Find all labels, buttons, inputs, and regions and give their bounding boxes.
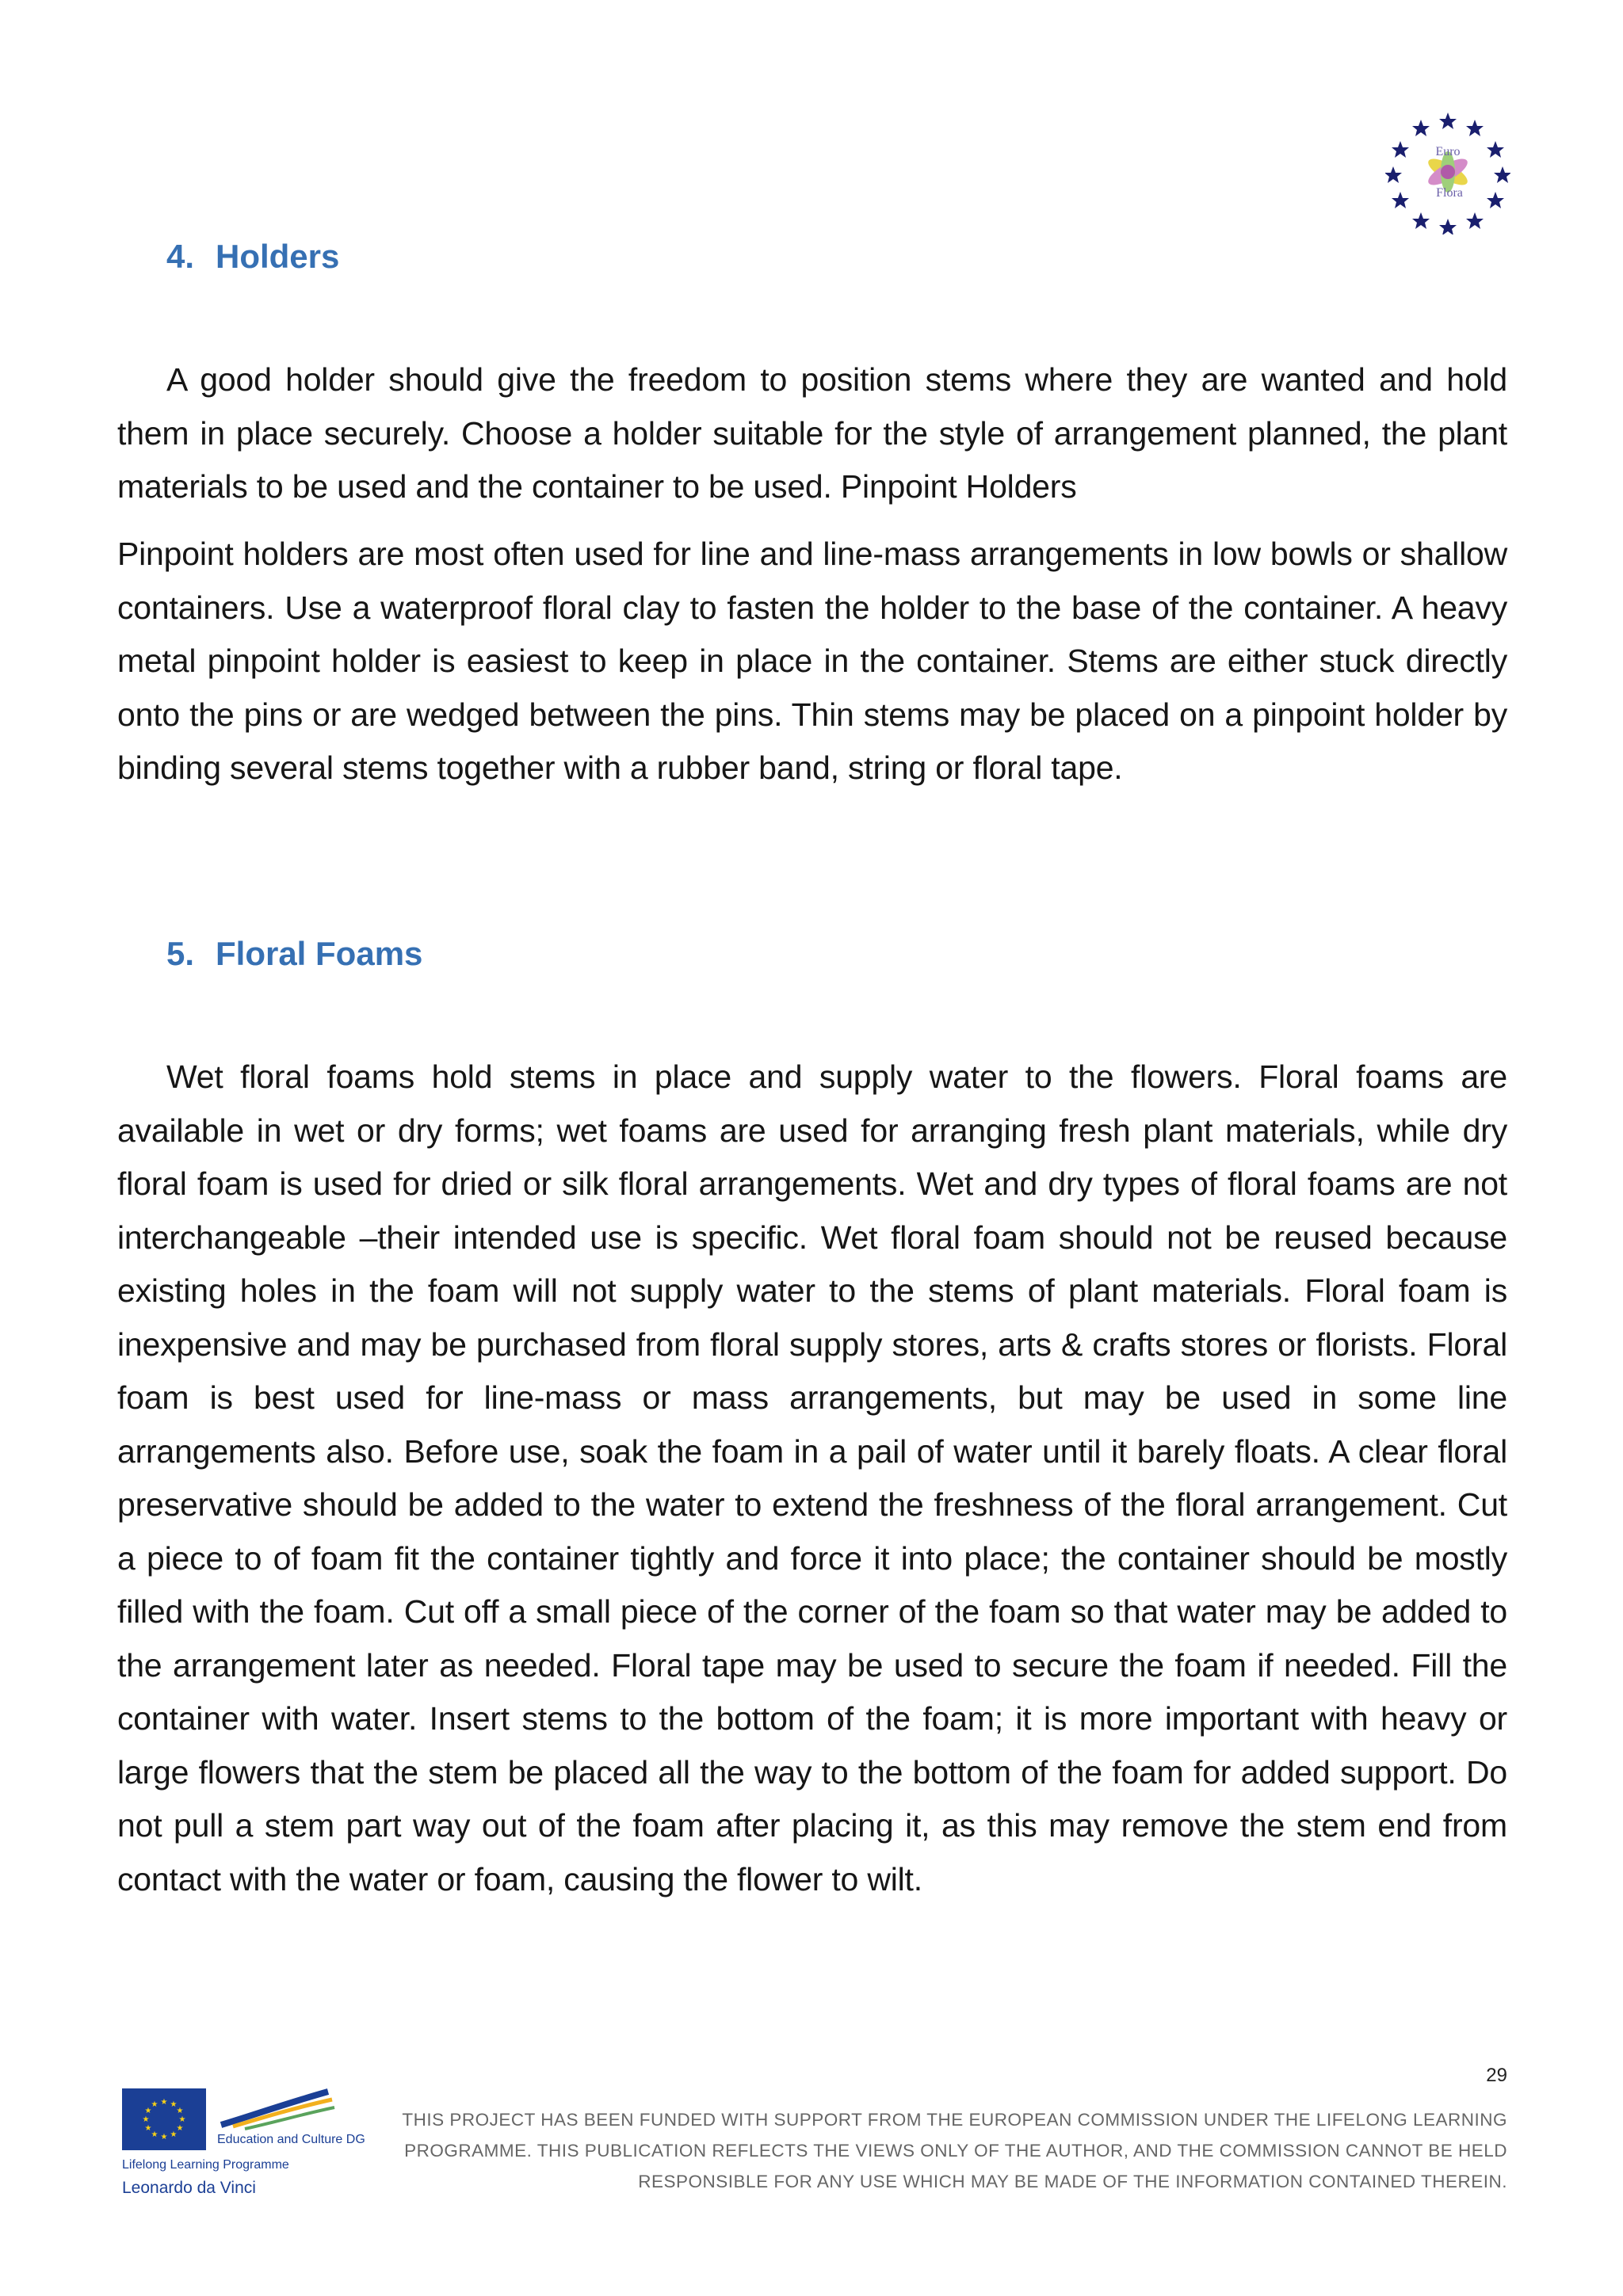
logo-text-top: Euro [1435, 145, 1461, 158]
disclaimer-line: RESPONSIBLE FOR ANY USE WHICH MAY BE MADE OF THE INFORMATION CONTAINED THEREIN. [638, 2172, 1507, 2191]
edu-culture-label: Education and Culture DG [217, 2133, 365, 2146]
section-number: 5. [166, 935, 195, 972]
disclaimer-line: THIS PROJECT HAS BEEN FUNDED WITH SUPPORT FROM THE EUROPEAN COMMISSION UNDER THE LIFELONG LEARNING [402, 2110, 1507, 2130]
pinpoint-holders-paragraph: Pinpoint holders are most often used for line and line-mass arrangements in low bowls or shallow containers. Use a waterproof floral clay to fasten the holder to the base of the container. A heavy metal pinpoint holder is easiest to keep in place in the container. Stems are either stuck directly onto the pins or are wedged between the pins. Thin stems may be placed on a pinpoint holder by binding several stems together with a rubber band, string or floral tape. [117, 536, 1507, 786]
eu-flag-icon [122, 2088, 206, 2150]
section-title: Holders [216, 238, 340, 275]
svg-text:★: ★ [170, 2130, 178, 2139]
section-number: 4. [166, 238, 195, 275]
euroflora-logo [1385, 109, 1510, 235]
svg-text:★: ★ [176, 2107, 184, 2115]
svg-text:★: ★ [144, 2124, 152, 2133]
floral-foams-paragraph: Wet floral foams hold stems in place and supply water to the flowers. Floral foams are available in wet or dry forms; wet foams are used for arranging fresh plant materials, while dry floral foam is used for dried or silk floral arrangements. Wet and dry types of floral foams are not interchangeable –their intended use is specific. Wet floral foam should not be reused because existing holes in the foam will not supply water to the stems of plant materials. Floral foam is inexpensive and may be purchased from floral supply stores, arts & crafts stores or florists. Floral foam is best used for line-mass or mass arrangements, but may be used in some line arrangements also. Before use, soak the foam in a pail of water until it barely floats. A clear floral preservative should be added to the water to extend the freshness of the floral arrangement. Cut a piece to of foam fit the container tightly and force it into place; the container should be mostly filled with the foam. Cut off a small piece of the corner of the foam so that water may be added to the arrangement later as needed. Floral tape may be used to secure the foam if needed. Fill the container with water. Insert stems to the bottom of the foam; it is more important with heavy or large flowers that the stem be placed all the way to the bottom of the foam for added support. Do not pull a stem part way out of the foam after placing it, as this may remove the stem end from contact with the water or foam, causing the flower to wilt. [117, 1058, 1507, 1897]
funding-disclaimer [319, 2104, 1507, 2197]
leonardo-label: Leonardo da Vinci [122, 2179, 256, 2197]
svg-text:★: ★ [178, 2115, 186, 2124]
svg-text:★: ★ [160, 2098, 168, 2107]
disclaimer-line: PROGRAMME. THIS PUBLICATION REFLECTS THE VIEWS ONLY OF THE AUTHOR, AND THE COMMISSION CANNOT BE HELD [404, 2141, 1507, 2161]
logo-text-bottom: Flora [1436, 186, 1463, 200]
svg-text:★: ★ [176, 2124, 184, 2133]
svg-text:★: ★ [142, 2115, 150, 2124]
svg-text:★: ★ [144, 2107, 152, 2115]
svg-text:★: ★ [160, 2133, 168, 2142]
section-heading-holders [166, 238, 339, 276]
svg-text:★: ★ [170, 2100, 178, 2109]
section-title: Floral Foams [216, 935, 423, 972]
svg-text:★: ★ [151, 2100, 158, 2109]
svg-text:★: ★ [151, 2130, 158, 2139]
section-heading-floral-foams [166, 935, 422, 973]
page-number: 29 [1486, 2065, 1507, 2086]
holders-intro-paragraph: A good holder should give the freedom to position stems where they are wanted and hold them in place securely. Choose a holder suitable for the style of arrangement planned, the plant materials to be used and the container to be used. Pinpoint Holders [117, 361, 1507, 505]
llp-label: Lifelong Learning Programme [122, 2158, 289, 2172]
